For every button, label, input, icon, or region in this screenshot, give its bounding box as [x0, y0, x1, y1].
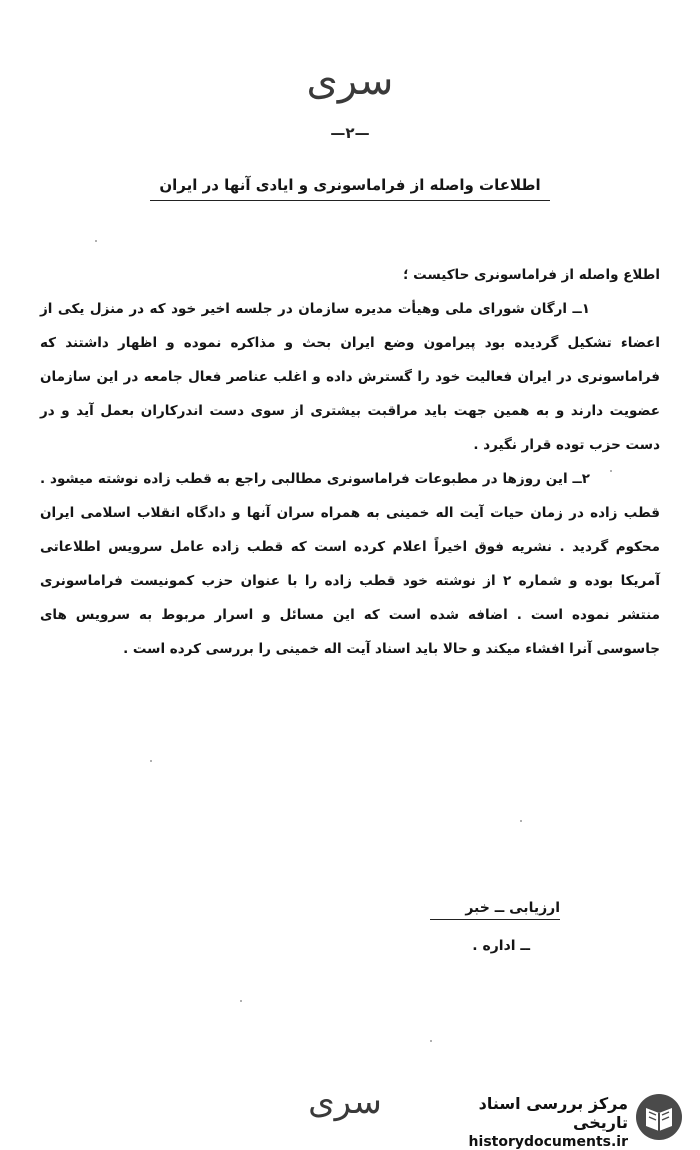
- scan-speck: [520, 820, 522, 822]
- book-logo-icon: [634, 1092, 684, 1142]
- scan-speck: [95, 240, 97, 242]
- document-title: اطلاعات واصله از فراماسونری و ایادی آنها در ایران: [150, 176, 550, 201]
- archive-watermark: [420, 1092, 690, 1150]
- document-body: [40, 258, 660, 666]
- watermark-text: [420, 1094, 628, 1150]
- watermark-title: مرکز بررسی اسناد تاریخی: [478, 1094, 628, 1132]
- page-number: —۲—: [330, 124, 370, 142]
- intro-line: اطلاع واصله از فراماسونری حاکیست ؛: [403, 267, 660, 283]
- paragraph-1: ۱ــ ارگان شورای ملی وهیأت مدیره سازمان در جلسه اخیر خود که در منزل یکی از اعضاء تشکیل گردیده بود پیرامون وضع ایران بحث و مذاکره نموده و اظهار داشتند که فراماسونری در ایران فعالیت خود را گسترش داده و اغلب عناصر فعال جامعه در این سازمان عضویت دارند و به همین جهت باید مراقبت بیشتری از سوی دست اندرکاران بعمل آید و در دست حزب توده قرار نگیرد .: [40, 301, 660, 453]
- classification-stamp-top: سری: [306, 58, 394, 104]
- scan-speck: [610, 470, 612, 472]
- signature-name: ارزیابی ــ خبر: [430, 900, 560, 920]
- signature-department: ــ اداره .: [472, 938, 530, 954]
- classification-stamp-bottom: سری: [308, 1082, 382, 1122]
- scan-speck: [150, 760, 152, 762]
- signature-block: [360, 900, 560, 954]
- watermark-url: historydocuments.ir: [468, 1134, 628, 1150]
- paragraph-2: ۲ــ این روزها در مطبوعات فراماسونری مطالبی راجع به قطب زاده نوشته میشود . قطب زاده در زمان حیات آیت اله خمینی به همراه سران آنها و دادگاه انقلاب اسلامی ایران محکوم گردید . نشریه فوق اخیراً اعلام کرده است که قطب زاده عامل سرویس اطلاعاتی آمریکا بوده و شماره ۲ از نوشته خود قطب زاده را با عنوان حزب کمونیست فراماسونری منتشر نموده است . اضافه شده است که این مسائل و اسرار مربوط به سرویس های جاسوسی آنرا افشاء میکند و حالا باید اسناد آیت اله خمینی را بررسی کرده است .: [40, 471, 660, 657]
- scan-speck: [430, 1040, 432, 1042]
- scan-speck: [240, 1000, 242, 1002]
